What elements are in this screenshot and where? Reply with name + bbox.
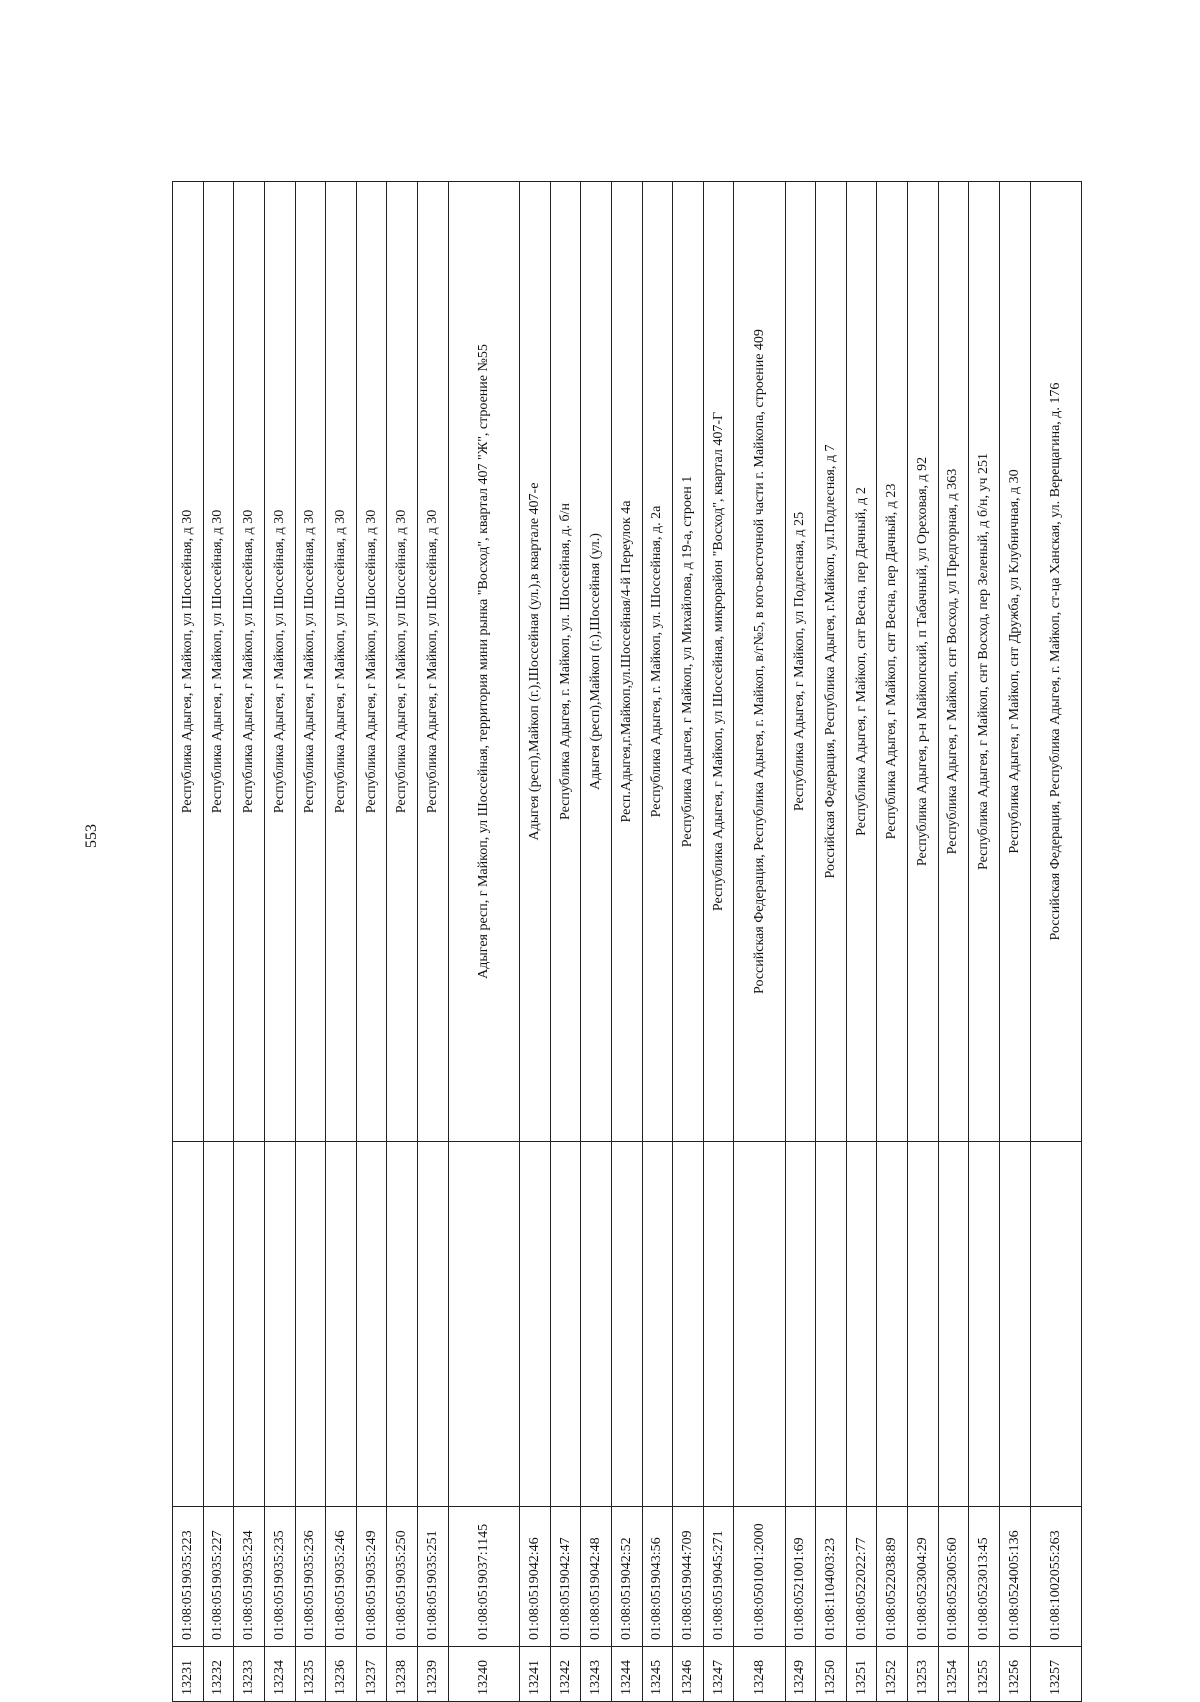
empty-cell <box>846 1142 877 1507</box>
address-cell: Республика Адыгея, г Майкоп, ул Шоссейная, д 30 <box>326 182 357 1142</box>
cadastral-number-cell: 01:08:0519035:235 <box>264 1507 295 1647</box>
address-cell: Республика Адыгея, г Майкоп, ул Шоссейная, микрорайон "Восход", квартал 407-Г <box>703 182 734 1142</box>
empty-cell <box>703 1142 734 1507</box>
cadastral-number-cell: 01:08:0519035:223 <box>173 1507 204 1647</box>
cadastral-number-cell: 01:08:0519035:234 <box>234 1507 265 1647</box>
empty-cell <box>418 1142 449 1507</box>
table-row <box>326 182 357 1702</box>
cadastral-number-cell: 01:08:0519042:52 <box>611 1507 642 1647</box>
table-row <box>356 182 387 1702</box>
empty-cell <box>908 1142 939 1507</box>
address-cell: Республика Адыгея, г Майкоп, снт Весна, пер Дачный, д 23 <box>877 182 908 1142</box>
row-number-cell: 13239 <box>418 1647 449 1702</box>
row-number-cell: 13244 <box>611 1647 642 1702</box>
table-row <box>203 182 234 1702</box>
empty-cell <box>387 1142 418 1507</box>
cadastral-number-cell: 01:08:0522022:77 <box>846 1507 877 1647</box>
table-row <box>295 182 326 1702</box>
address-cell: Республика Адыгея, г Майкоп, ул Шоссейная, д 30 <box>234 182 265 1142</box>
table-row <box>448 182 519 1702</box>
empty-cell <box>611 1142 642 1507</box>
address-cell: Российская Федерация, Республика Адыгея, г. Майкоп, ст-ца Ханская, ул. Верещагина, д. 176 <box>1030 182 1081 1142</box>
row-number-cell: 13253 <box>908 1647 939 1702</box>
empty-cell <box>673 1142 704 1507</box>
empty-cell <box>877 1142 908 1507</box>
empty-cell <box>295 1142 326 1507</box>
row-number-cell: 13255 <box>969 1647 1000 1702</box>
empty-cell <box>203 1142 234 1507</box>
table-row <box>877 182 908 1702</box>
row-number-cell: 13246 <box>673 1647 704 1702</box>
empty-cell <box>581 1142 612 1507</box>
table-row <box>642 182 673 1702</box>
row-number-cell: 13238 <box>387 1647 418 1702</box>
cadastral-number-cell: 01:08:0524005:136 <box>999 1507 1030 1647</box>
row-number-cell: 13252 <box>877 1647 908 1702</box>
row-number-cell: 13256 <box>999 1647 1030 1702</box>
row-number-cell: 13251 <box>846 1647 877 1702</box>
cadastral-number-cell: 01:08:0519042:48 <box>581 1507 612 1647</box>
empty-cell <box>173 1142 204 1507</box>
empty-cell <box>816 1142 847 1507</box>
address-cell: Республика Адыгея, г Майкоп, ул Шоссейная, д 30 <box>203 182 234 1142</box>
row-number-cell: 13249 <box>785 1647 816 1702</box>
address-cell: Российская Федерация, Республика Адыгея, г. Майкоп, в/г№5, в юго-восточной части г. Майкопа, строение 409 <box>734 182 785 1142</box>
empty-cell <box>734 1142 785 1507</box>
table-row <box>938 182 969 1702</box>
table-row <box>969 182 1000 1702</box>
row-number-cell: 13254 <box>938 1647 969 1702</box>
row-number-cell: 13231 <box>173 1647 204 1702</box>
empty-cell <box>785 1142 816 1507</box>
table-row <box>846 182 877 1702</box>
address-cell: Республика Адыгея, г Майкоп, ул Шоссейная, д 30 <box>418 182 449 1142</box>
cadastral-number-cell: 01:08:0523005:60 <box>938 1507 969 1647</box>
table-row <box>173 182 204 1702</box>
row-number-cell: 13232 <box>203 1647 234 1702</box>
row-number-cell: 13248 <box>734 1647 785 1702</box>
row-number-cell: 13236 <box>326 1647 357 1702</box>
address-cell: Республика Адыгея, г Майкоп, ул Шоссейная, д 30 <box>264 182 295 1142</box>
page-number: 553 <box>83 824 100 848</box>
cadastral-number-cell: 01:08:0522038:89 <box>877 1507 908 1647</box>
table-row <box>418 182 449 1702</box>
table-row <box>264 182 295 1702</box>
address-cell: Республика Адыгея, г Майкоп, ул Шоссейная, д 30 <box>295 182 326 1142</box>
table-row <box>734 182 785 1702</box>
cadastral-number-cell: 01:08:0519037:1145 <box>448 1507 519 1647</box>
empty-cell <box>356 1142 387 1507</box>
cadastral-number-cell: 01:08:0523013:45 <box>969 1507 1000 1647</box>
row-number-cell: 13237 <box>356 1647 387 1702</box>
table-row <box>387 182 418 1702</box>
row-number-cell: 13257 <box>1030 1647 1081 1702</box>
cadastral-number-cell: 01:08:1104003:23 <box>816 1507 847 1647</box>
row-number-cell: 13233 <box>234 1647 265 1702</box>
registry-table-body <box>173 182 1082 1702</box>
registry-table-area <box>172 182 1082 1702</box>
table-row <box>611 182 642 1702</box>
empty-cell <box>938 1142 969 1507</box>
table-row <box>703 182 734 1702</box>
empty-cell <box>264 1142 295 1507</box>
row-number-cell: 13241 <box>520 1647 551 1702</box>
row-number-cell: 13247 <box>703 1647 734 1702</box>
cadastral-number-cell: 01:08:0519035:227 <box>203 1507 234 1647</box>
table-row <box>581 182 612 1702</box>
table-row <box>908 182 939 1702</box>
cadastral-number-cell: 01:08:0519035:250 <box>387 1507 418 1647</box>
address-cell: Республика Адыгея, г Майкоп, ул Шоссейная, д 30 <box>356 182 387 1142</box>
table-row <box>520 182 551 1702</box>
row-number-cell: 13250 <box>816 1647 847 1702</box>
address-cell: Республика Адыгея, г Майкоп, ул Шоссейная, д 30 <box>173 182 204 1142</box>
table-row <box>234 182 265 1702</box>
cadastral-number-cell: 01:08:0521001:69 <box>785 1507 816 1647</box>
empty-cell <box>642 1142 673 1507</box>
empty-cell <box>448 1142 519 1507</box>
address-cell: Республика Адыгея, р-н Майкопский, п Табачный, ул Ореховая, д 92 <box>908 182 939 1142</box>
empty-cell <box>550 1142 581 1507</box>
address-cell: Республика Адыгея, г. Майкоп, ул. Шоссейная, д. б/н <box>550 182 581 1142</box>
row-number-cell: 13240 <box>448 1647 519 1702</box>
row-number-cell: 13245 <box>642 1647 673 1702</box>
empty-cell <box>234 1142 265 1507</box>
table-row <box>673 182 704 1702</box>
address-cell: Республика Адыгея, г Майкоп, ул Подлесная, д 25 <box>785 182 816 1142</box>
row-number-cell: 13235 <box>295 1647 326 1702</box>
address-cell: Российская Федерация, Республика Адыгея, г.Майкоп, ул.Подлесная, д 7 <box>816 182 847 1142</box>
address-cell: Республика Адыгея, г Майкоп, ул Шоссейная, д 30 <box>387 182 418 1142</box>
address-cell: Республика Адыгея, г Майкоп, снт Дружба, ул Клубничная, д 30 <box>999 182 1030 1142</box>
cadastral-number-cell: 01:08:0519035:249 <box>356 1507 387 1647</box>
table-row <box>999 182 1030 1702</box>
empty-cell <box>326 1142 357 1507</box>
cadastral-number-cell: 01:08:0519035:236 <box>295 1507 326 1647</box>
table-row <box>550 182 581 1702</box>
cadastral-number-cell: 01:08:0501001:2000 <box>734 1507 785 1647</box>
table-row <box>785 182 816 1702</box>
cadastral-number-cell: 01:08:0519042:46 <box>520 1507 551 1647</box>
row-number-cell: 13243 <box>581 1647 612 1702</box>
cadastral-number-cell: 01:08:0519042:47 <box>550 1507 581 1647</box>
registry-table <box>172 181 1082 1702</box>
address-cell: Республика Адыгея, г. Майкоп, ул. Шоссейная, д. 2а <box>642 182 673 1142</box>
address-cell: Республика Адыгея, г Майкоп, снт Весна, пер Дачный, д 2 <box>846 182 877 1142</box>
table-row <box>816 182 847 1702</box>
address-cell: Адыгея респ, г Майкоп, ул Шоссейная, территория мини рынка "Восход", квартал 407 "Ж", строение №55 <box>448 182 519 1142</box>
empty-cell <box>520 1142 551 1507</box>
cadastral-number-cell: 01:08:0519043:56 <box>642 1507 673 1647</box>
address-cell: Республика Адыгея, г Майкоп, снт Восход, ул Предгорная, д 363 <box>938 182 969 1142</box>
address-cell: Республика Адыгея, г Майкоп, снт Восход, пер Зеленый, д б/н, уч 251 <box>969 182 1000 1142</box>
address-cell: Респ.Адыгея,г.Майкоп,ул.Шоссейная/4-й Переулок 4а <box>611 182 642 1142</box>
cadastral-number-cell: 01:08:0519035:246 <box>326 1507 357 1647</box>
cadastral-number-cell: 01:08:0519044:709 <box>673 1507 704 1647</box>
address-cell: Адыгея (респ),Майкоп (г.),Шоссейная (ул.),в квартале 407-е <box>520 182 551 1142</box>
address-cell: Адыгея (респ),Майкоп (г.),Шоссейная (ул.) <box>581 182 612 1142</box>
table-row <box>1030 182 1081 1702</box>
row-number-cell: 13242 <box>550 1647 581 1702</box>
empty-cell <box>999 1142 1030 1507</box>
cadastral-number-cell: 01:08:0519035:251 <box>418 1507 449 1647</box>
empty-cell <box>1030 1142 1081 1507</box>
cadastral-number-cell: 01:08:0519045:271 <box>703 1507 734 1647</box>
empty-cell <box>969 1142 1000 1507</box>
cadastral-number-cell: 01:08:1002055:263 <box>1030 1507 1081 1647</box>
cadastral-number-cell: 01:08:0523004:29 <box>908 1507 939 1647</box>
address-cell: Республика Адыгея, г Майкоп, ул Михайлова, д 19-а, строен 1 <box>673 182 704 1142</box>
row-number-cell: 13234 <box>264 1647 295 1702</box>
